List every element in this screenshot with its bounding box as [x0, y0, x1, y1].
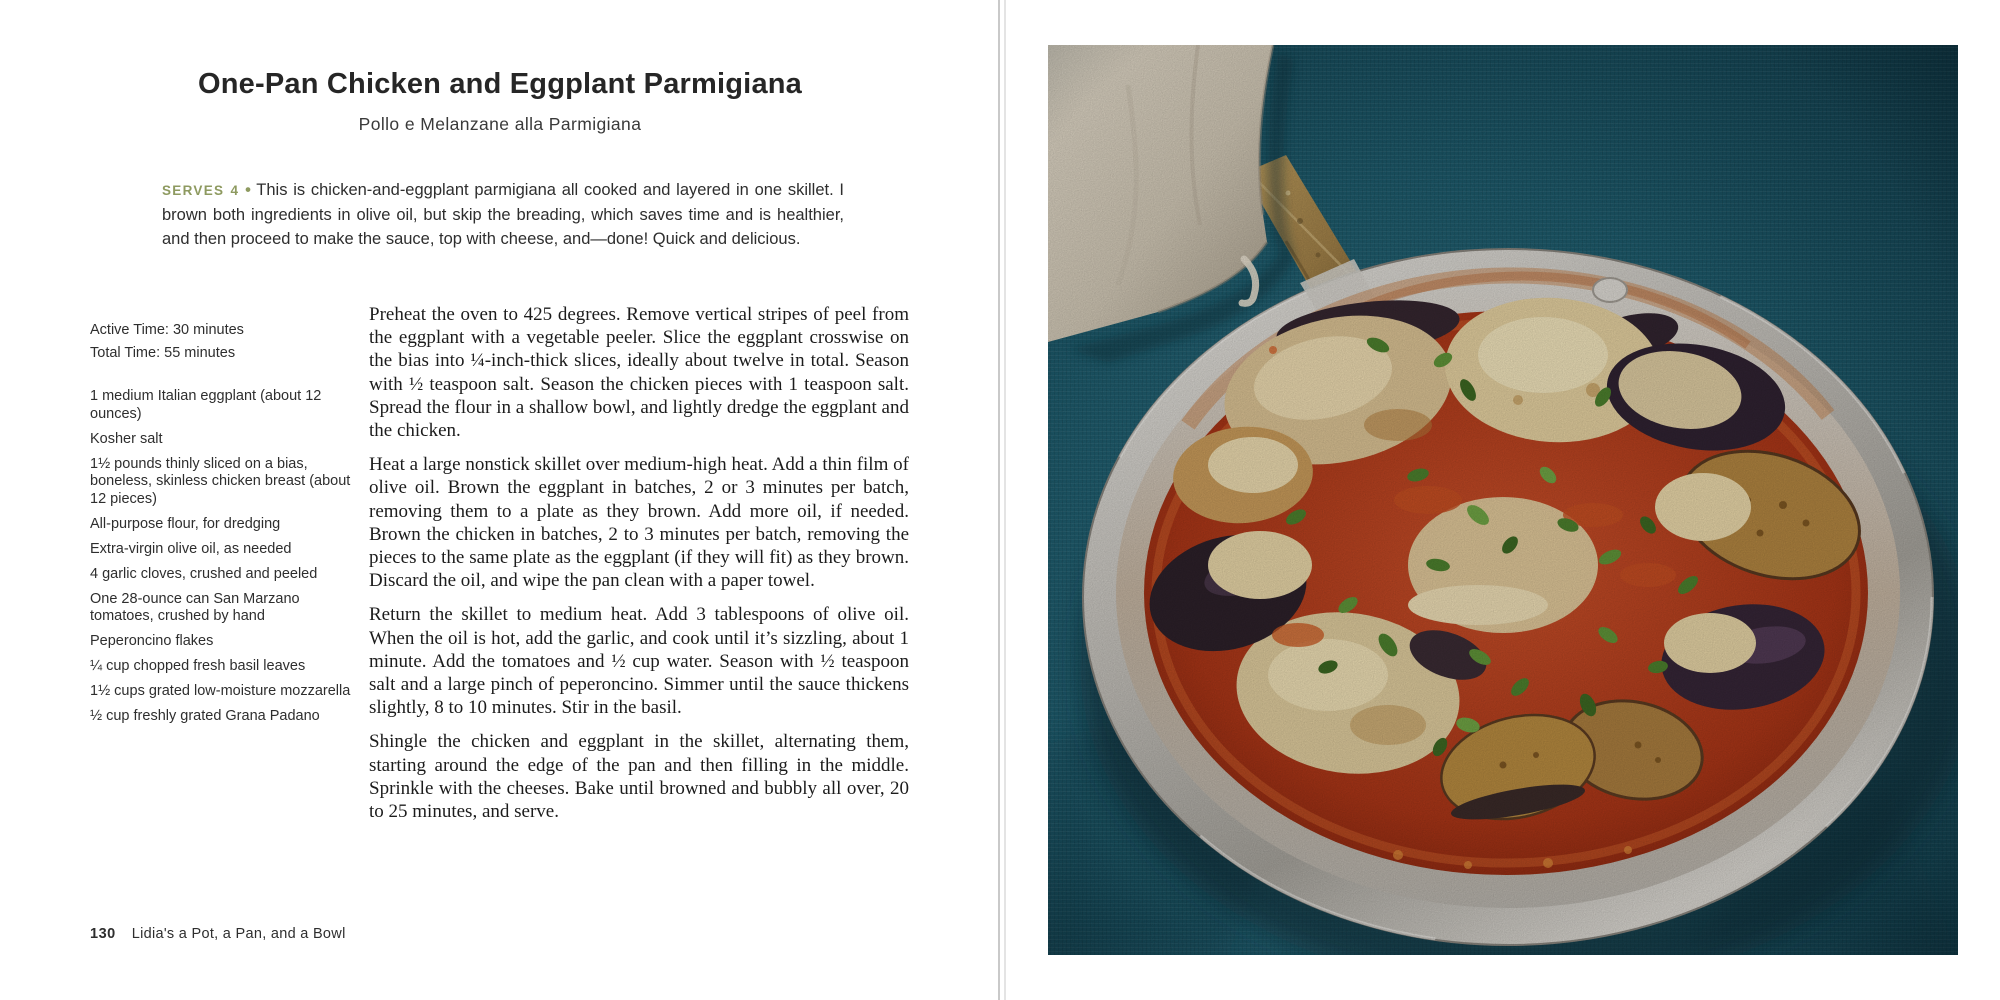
ingredient-list: [90, 388, 358, 726]
ingredient-item: 1½ cups grated low-moisture mozzarella: [90, 683, 351, 699]
ingredient-item: Peperoncino flakes: [90, 633, 214, 649]
dish-photo-illustration: [1048, 45, 1958, 955]
ingredient-item: 1 medium Italian eggplant (about 12 ounces): [90, 388, 322, 422]
ingredient-item: 4 garlic cloves, crushed and peeled: [90, 565, 318, 582]
serves-bullet: •: [245, 181, 251, 199]
time-item: Active Time: 30 minutes: [90, 322, 244, 338]
page-number: 130: [90, 926, 116, 942]
dish-photo: [1048, 45, 1958, 955]
intro-text: This is chicken-and-eggplant parmigiana all cooked and layered in one skillet. I brown both ingredients in olive oil, but skip the breading, which saves time and is healthier, and then proceed to make the sauce, top with cheese, and—done! Quick and delicious.: [162, 181, 844, 248]
ingredient-item: ½ cup freshly grated Grana Padano: [90, 708, 320, 724]
method-paragraph: Preheat the oven to 425 degrees. Remove vertical stripes of peel from the eggplant with a vegetable peeler. Slice the eggplant crosswise on the bias into ¼-inch-thick slices, ideally about twelve in total. Season with ½ teaspoon salt. Season the chicken pieces with 1 teaspoon salt. Spread the flour in a shallow bowl, and lightly dredge the eggplant and the chicken.: [369, 304, 909, 442]
recipe-sidebar: [90, 322, 358, 733]
method-paragraphs: [369, 303, 909, 834]
page-gutter-line-2: [1004, 0, 1006, 1000]
page-gutter-line: [998, 0, 1000, 1000]
ingredient-item: Extra-virgin olive oil, as needed: [90, 540, 292, 557]
serves-badge: SERVES 4: [162, 183, 240, 198]
ingredient-item: All-purpose flour, for dredging: [90, 515, 281, 532]
recipe-subtitle-italian: Pollo e Melanzane alla Parmigiana: [358, 114, 642, 134]
book-title: Lidia's a Pot, a Pan, and a Bowl: [131, 926, 346, 942]
time-list: [90, 322, 358, 362]
page-footer: [90, 926, 346, 942]
ingredient-item: One 28-ounce can San Marzano tomatoes, crushed by hand: [90, 590, 300, 624]
time-item: Total Time: 55 minutes: [90, 344, 236, 361]
ingredient-item: Kosher salt: [90, 430, 163, 447]
method-paragraph: Heat a large nonstick skillet over medium-high heat. Add a thin film of olive oil. Brown the eggplant in batches, 2 or 3 minutes per batch, removing them to a plate as they brown. Add more oil, if needed. Brown the chicken in batches, 2 to 3 minutes per batch, removing the pieces to the same plate as the eggplant (if they will fit) as they brown. Discard the oil, and wipe the pan clean with a paper towel.: [369, 454, 909, 592]
method-paragraph: Shingle the chicken and eggplant in the skillet, alternating them, starting around the edge of the pan and then filling in the middle. Sprinkle with the cheeses. Bake until browned and bubbly all over, 20 to 25 minutes, and serve.: [369, 731, 909, 823]
method-paragraph: Return the skillet to medium heat. Add 3 tablespoons of olive oil. When the oil is hot, add the garlic, and cook until it’s sizzling, about 1 minute. Add the tomatoes and ½ cup water. Season with ½ teaspoon salt and a large pinch of peperoncino. Simmer until the sauce thickens slightly, 8 to 10 minutes. Stir in the basil.: [369, 604, 909, 719]
ingredient-item: ¼ cup chopped fresh basil leaves: [90, 658, 306, 674]
recipe-intro: [162, 178, 844, 251]
recipe-title: One-Pan Chicken and Eggplant Parmigiana: [197, 68, 803, 100]
ingredient-item: 1½ pounds thinly sliced on a bias, boneless, skinless chicken breast (about 12 pieces): [90, 455, 351, 507]
